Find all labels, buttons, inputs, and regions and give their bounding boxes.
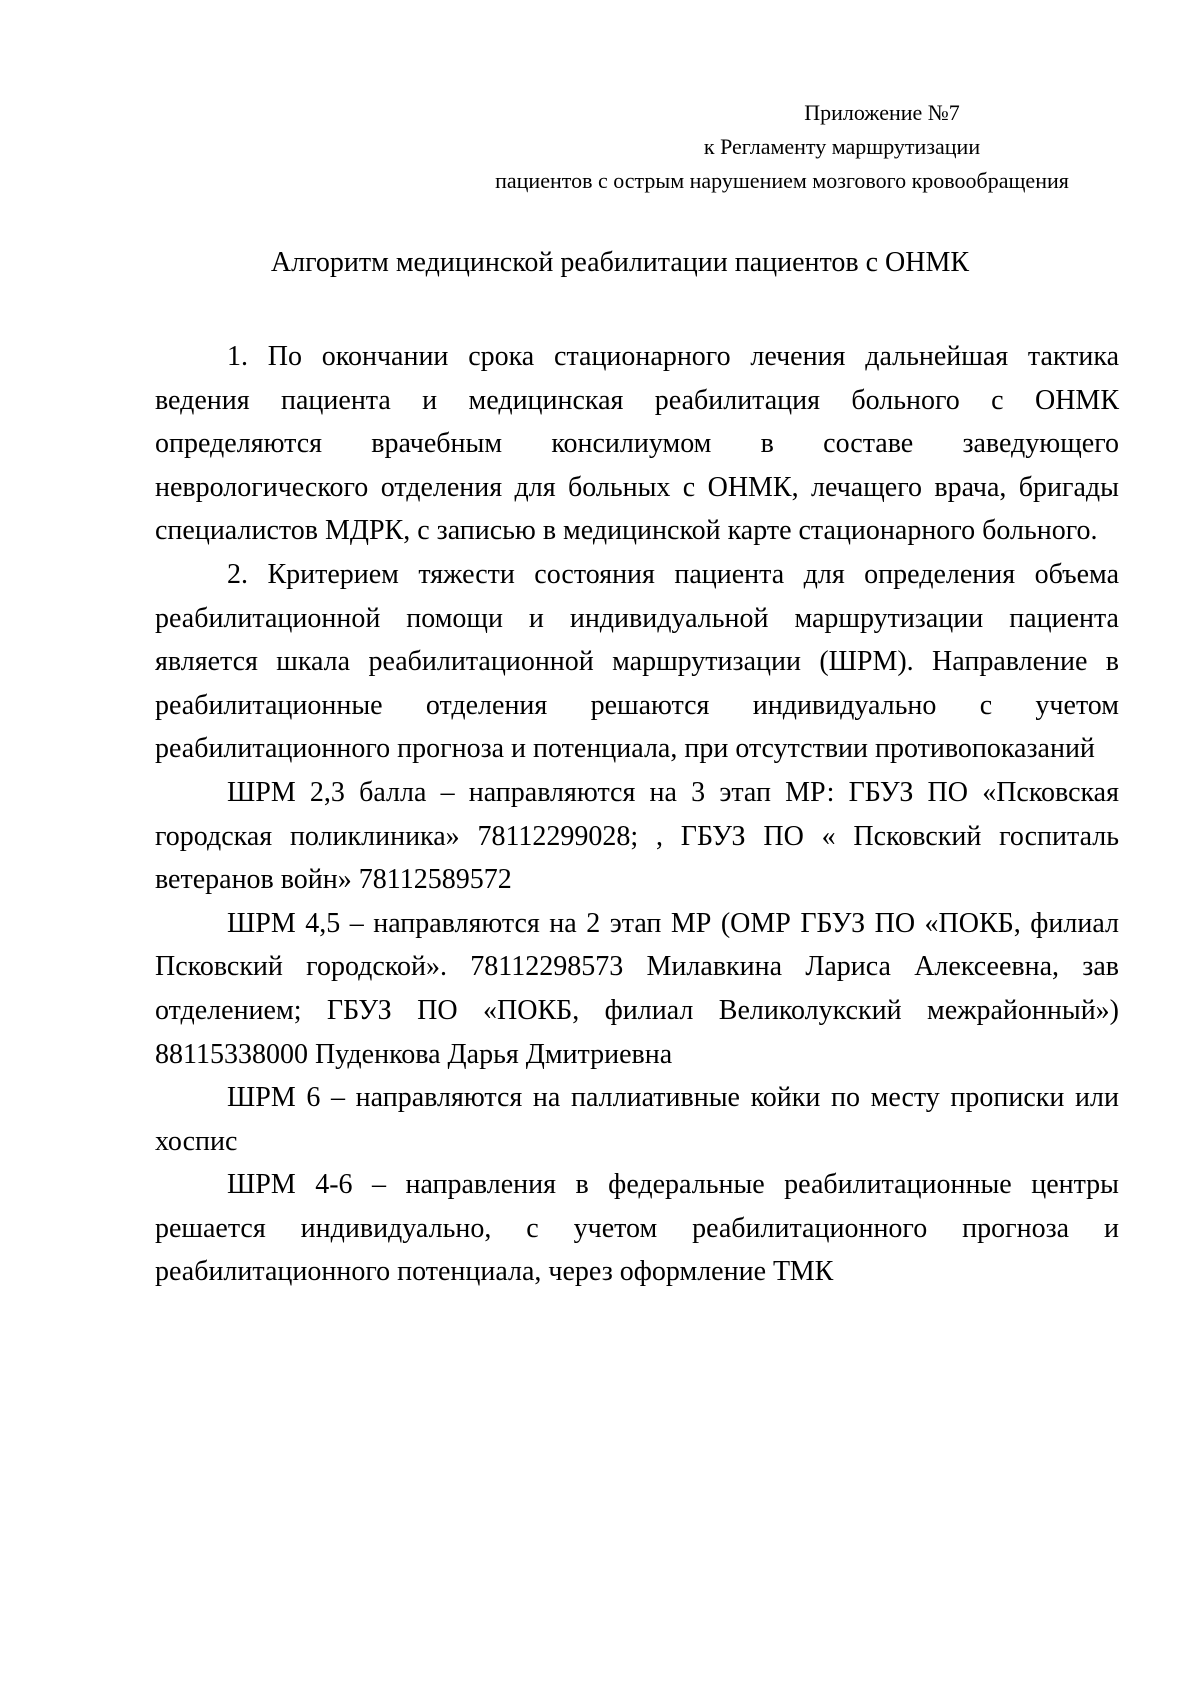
appendix-subject: пациентов с острым нарушением мозгового кровообращения bbox=[495, 168, 1069, 193]
paragraph-2: 2. Критерием тяжести состояния пациента для определения объема реабилитационной помощи и индивидуальной маршрутизации пациента является шкала реабилитационной маршрутизации (ШРМ). Направление в реабилитационные отделения решаются индивидуально с учетом реабилитационного прогноза и потенциала, при отсутствии противопоказаний bbox=[155, 558, 1119, 765]
paragraph-shrm-6: ШРМ 6 – направляются на паллиативные койки по месту прописки или хоспис bbox=[155, 1082, 1119, 1157]
paragraph-shrm-2-3: ШРМ 2,3 балла – направляются на 3 этап МР: ГБУЗ ПО «Псковская городская поликлиника» 78112299028; , ГБУЗ ПО « Псковский госпиталь ветеранов войн» 78112589572 bbox=[155, 776, 1119, 896]
paragraph-shrm-4-6: ШРМ 4-6 – направления в федеральные реабилитационные центры решается индивидуально, с учетом реабилитационного прогноза и реабилитационного потенциала, через оформление ТМК bbox=[155, 1169, 1119, 1288]
appendix-header bbox=[432, 96, 1132, 198]
document-body bbox=[155, 335, 1119, 1294]
appendix-reference: к Регламенту маршрутизации bbox=[703, 134, 981, 159]
appendix-number: Приложение №7 bbox=[804, 100, 960, 125]
document-title: Алгоритм медицинской реабилитации пациентов с ОНМК bbox=[270, 247, 970, 278]
paragraph-shrm-4-5: ШРМ 4,5 – направляются на 2 этап МР (ОМР ГБУЗ ПО «ПОКБ, филиал Псковский городской». 78112298573 Милавкина Лариса Алексеевна, зав отделением; ГБУЗ ПО «ПОКБ, филиал Великолукский межрайонный») 88115338000 Пуденкова Дарья Дмитриевна bbox=[155, 907, 1119, 1070]
paragraph-1: 1. По окончании срока стационарного лечения дальнейшая тактика ведения пациента и медицинская реабилитация больного с ОНМК определяются врачебным консилиумом в составе заведующего неврологического отделения для больных с ОНМК, лечащего врача, бригады специалистов МДРК, с записью в медицинской карте стационарного больного. bbox=[155, 341, 1119, 547]
